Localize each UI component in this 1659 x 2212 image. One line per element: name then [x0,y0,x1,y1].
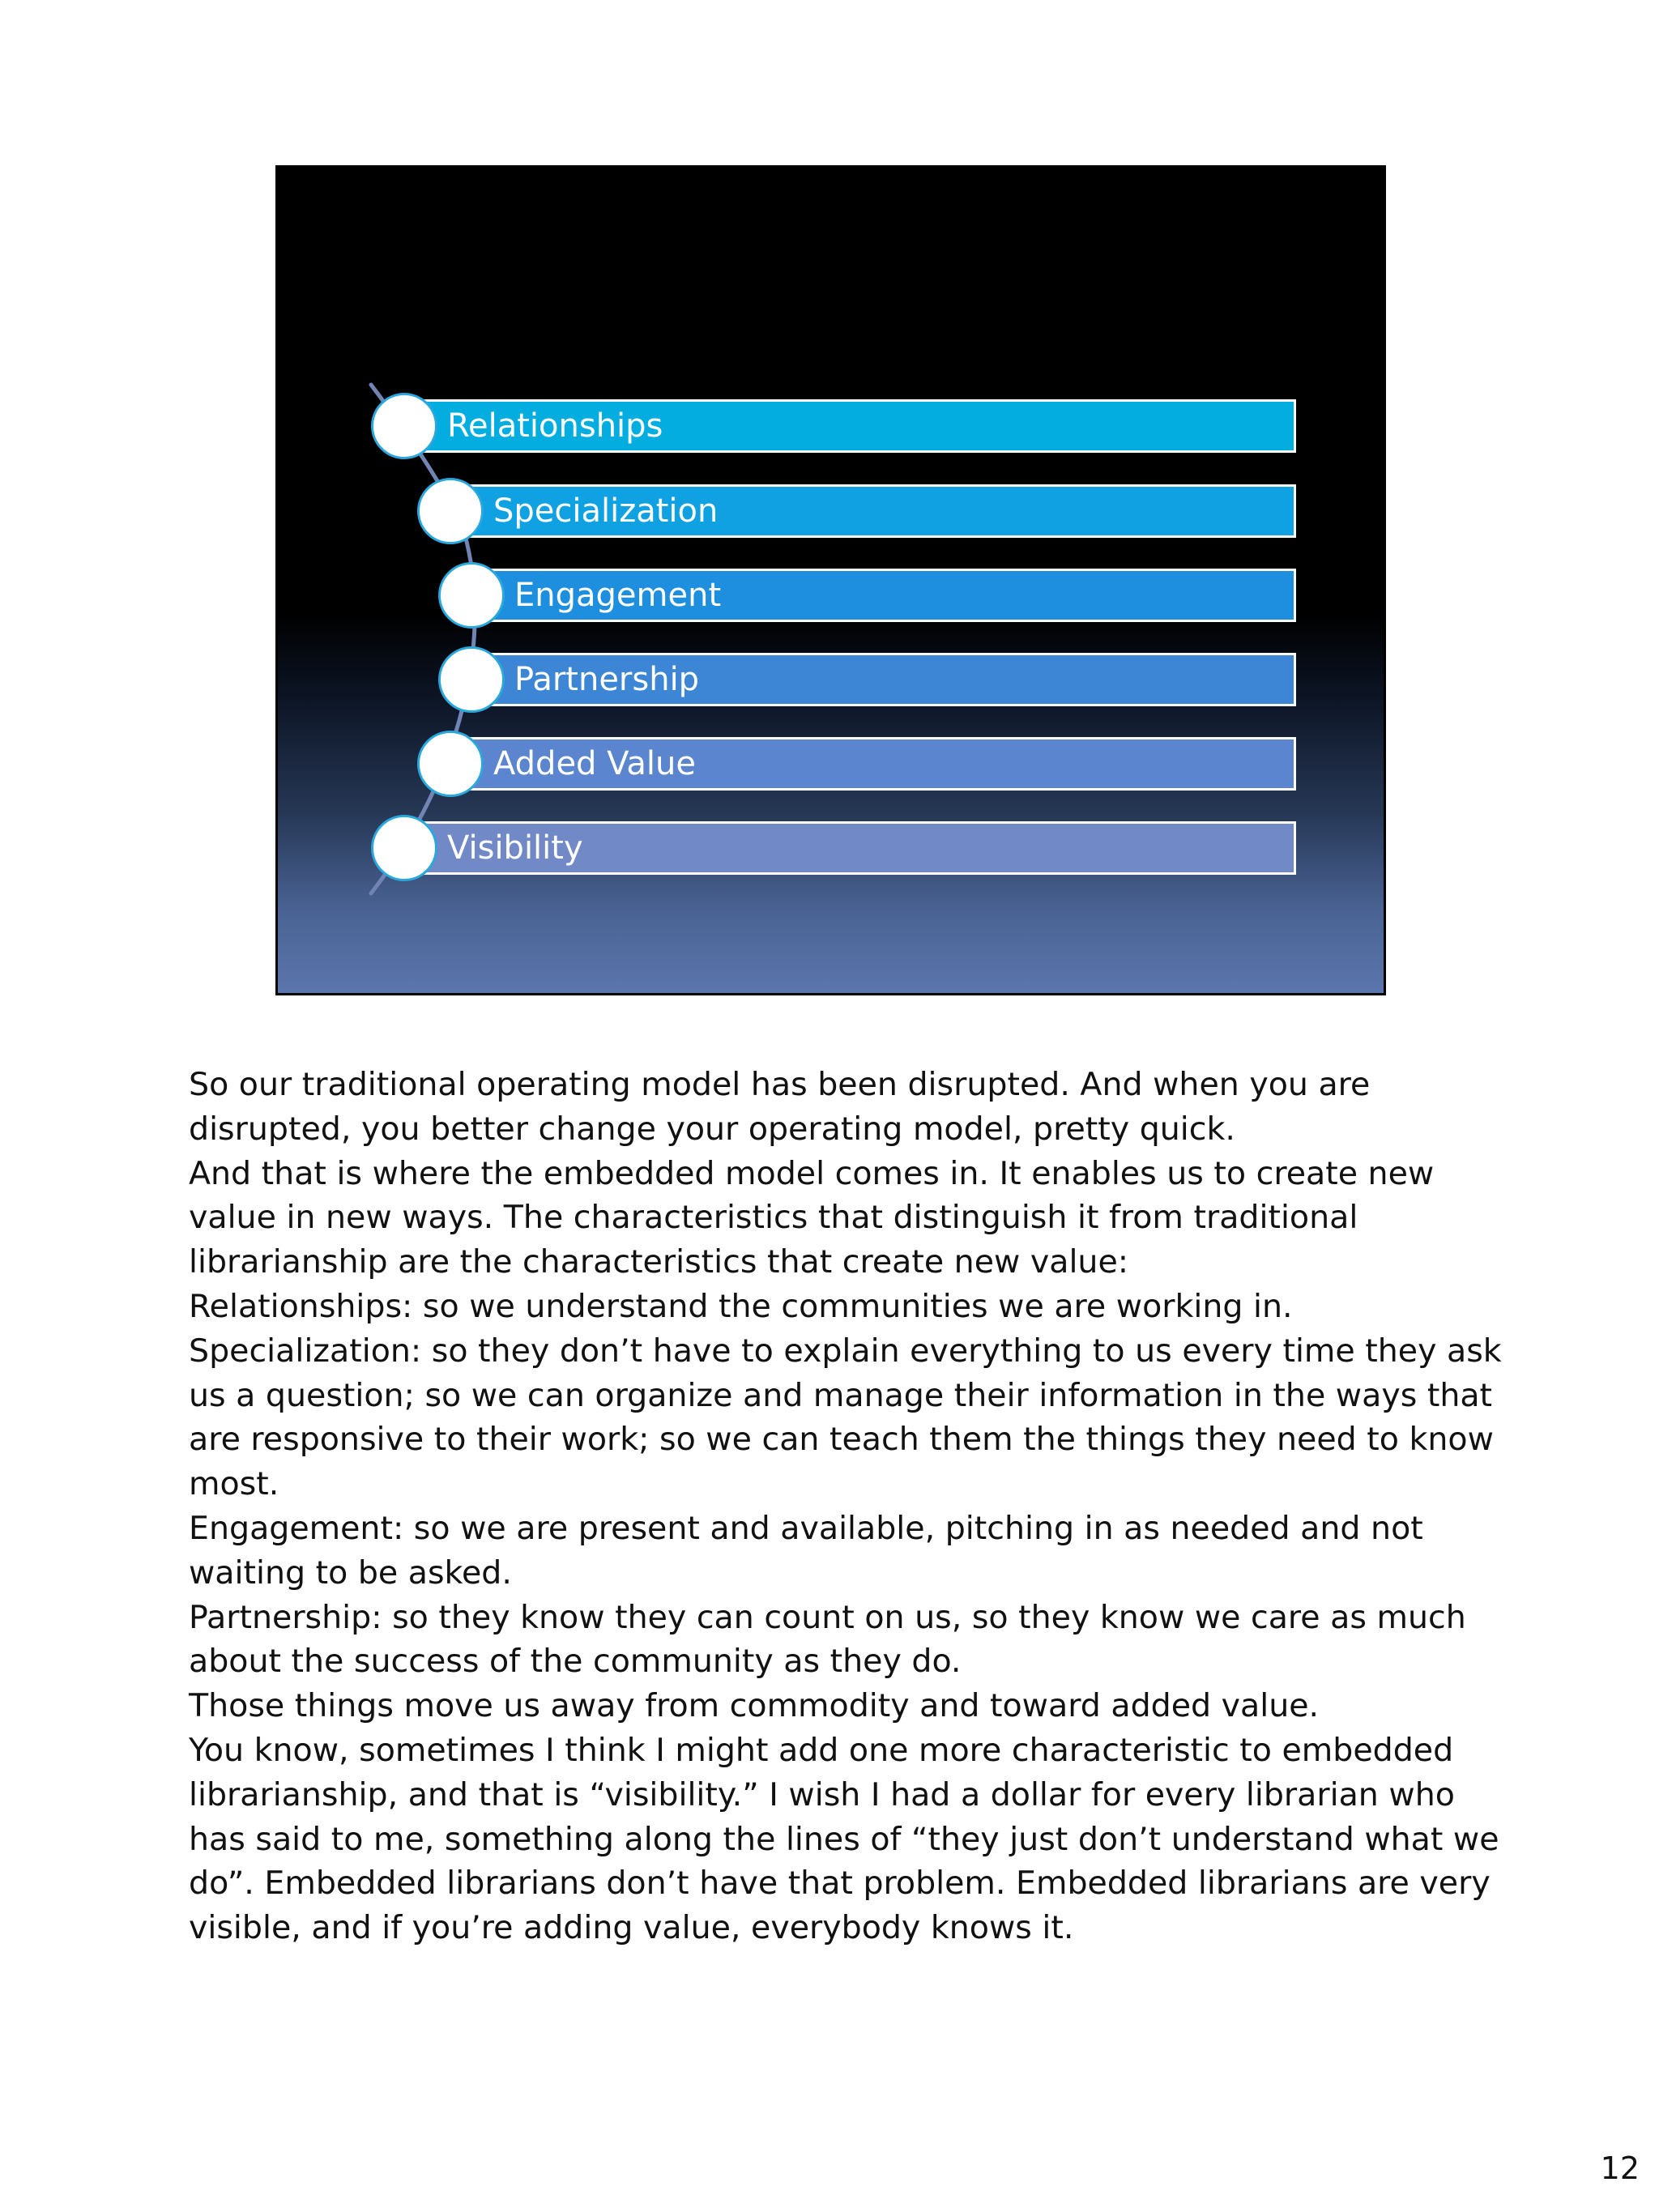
notes-paragraph-specialization: Specialization: so they don’t have to explain everything to us every time they ask us a question; so we can organize and manage their information in the ways that are responsive to their work; so we can teach them the things they need to know most. [189,1332,1502,1503]
speaker-notes [189,1063,1517,1950]
notes-paragraph-added-value: Those things move us away from commodity and toward added value. [189,1687,1320,1725]
slide-image [275,165,1386,995]
notes-paragraph-1: So our traditional operating model has been disrupted. And when you are disrupted, you better change your operating model, pretty quick. [189,1066,1371,1148]
slide-label-added-value: Added Value [493,745,696,782]
slide-label-partnership: Partnership [514,661,700,698]
notes-paragraph-2: And that is where the embedded model comes in. It enables us to create new value in new ways. The characteristics that distinguish it from traditional librarianship are the characteristics that create new value: [189,1154,1435,1281]
slide-bullet-circle-partnership [438,646,505,713]
notes-paragraph-engagement: Engagement: so we are present and available, pitching in as needed and not waiting to be asked. [189,1509,1423,1592]
slide-bullet-circle-specialization [417,478,484,544]
slide-bullet-circle-engagement [438,562,505,629]
slide-label-visibility: Visibility [447,829,583,867]
connector-curve [371,385,475,893]
notes-paragraph-visibility: You know, sometimes I think I might add one more characteristic to embedded librarianship, and that is “visibility.” I wish I had a dollar for every librarian who has said to me, something along the lines of “they just don’t understand what we do”. Embedded librarians don’t have that problem. Embedded librarians are very visible, and if you’re adding value, everybody knows it. [189,1731,1499,1947]
page-number: 12 [1600,2150,1640,2186]
slide-label-specialization: Specialization [493,492,719,530]
slide-bullet-circle-added-value [417,731,484,797]
slide-bullet-circle-visibility [371,815,437,881]
notes-paragraph-partnership: Partnership: so they know they can count on us, so they know we care as much about the success of the community as they do. [189,1598,1466,1681]
slide-label-relationships: Relationships [447,407,663,445]
slide-bullet-circle-relationships [371,393,437,459]
notes-paragraph-relationships: Relationships: so we understand the communities we are working in. [189,1287,1293,1325]
slide-label-engagement: Engagement [514,577,722,614]
